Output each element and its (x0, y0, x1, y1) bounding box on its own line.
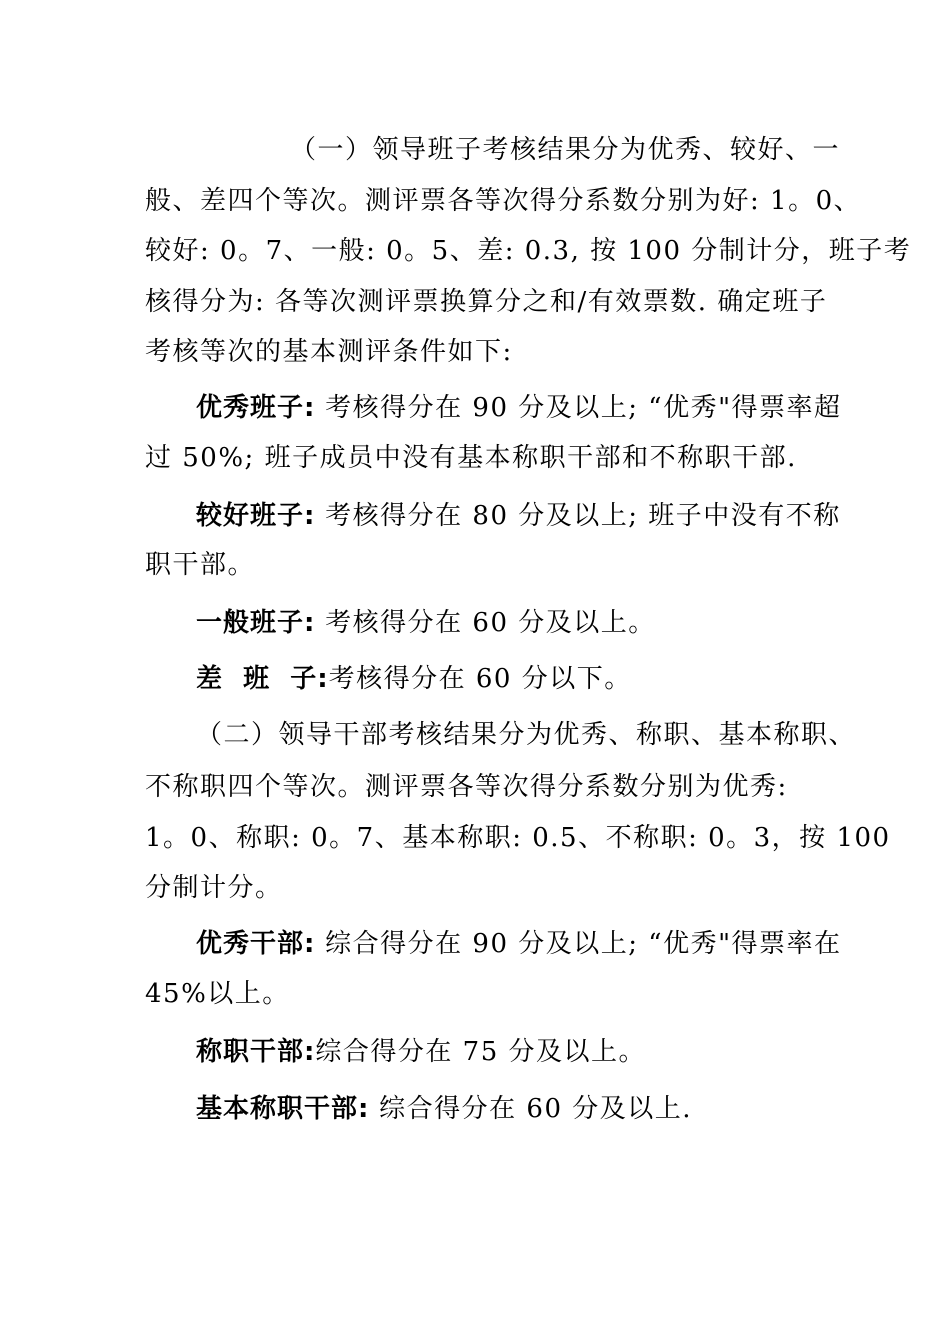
criterion-label: 较好班子: (196, 501, 316, 531)
section2-line-1: （二）领导干部考核结果分为优秀、称职、基本称职、 (196, 720, 857, 750)
section1-line-1: （一）领导班子考核结果分为优秀、较好、一 (290, 135, 841, 165)
criterion-text: 考核得分在 60 分以下。 (328, 664, 632, 694)
section1-line-5: 考核等次的基本测评条件如下: (145, 337, 513, 367)
criterion-label: 称职干部: (196, 1037, 316, 1067)
section2-line-2: 不称职四个等次。测评票各等次得分系数分别为优秀: (145, 772, 788, 802)
criterion-good-team (196, 499, 841, 533)
criterion-excellent-team-continuation: 过 50%; 班子成员中没有基本称职干部和不称职干部. (145, 443, 797, 473)
section1-line-4: 核得分为: 各等次测评票换算分之和/有效票数. 确定班子 (145, 287, 828, 317)
criterion-text: 考核得分在 60 分及以上。 (315, 608, 656, 638)
section1-line-3: 较好: 0。7、一般: 0。5、差: 0.3, 按 100 分制计分，班子考 (145, 236, 912, 266)
criterion-label: 优秀班子: (196, 393, 316, 423)
criterion-label: 差 班 子: (196, 664, 329, 694)
section2-line-3: 1。0、称职: 0。7、基本称职: 0.5、不称职: 0。3，按 100 (145, 823, 891, 853)
section1-line-2: 般、差四个等次。测评票各等次得分系数分别为好: 1。0、 (145, 186, 862, 216)
criterion-good-team-continuation: 职干部。 (145, 550, 256, 580)
criterion-text: 考核得分在 90 分及以上; “优秀"得票率超 (315, 393, 842, 423)
criterion-average-team (196, 606, 656, 640)
criterion-label: 一般班子: (196, 608, 316, 638)
criterion-excellent-team (196, 391, 842, 425)
criterion-text: 综合得分在 60 分及以上. (369, 1094, 693, 1124)
criterion-label: 优秀干部: (196, 929, 316, 959)
section2-line-4: 分制计分。 (145, 873, 283, 903)
criterion-text: 考核得分在 80 分及以上; 班子中没有不称 (315, 501, 841, 531)
criterion-text: 综合得分在 75 分及以上。 (315, 1037, 647, 1067)
criterion-basically-competent-cadre (196, 1092, 692, 1126)
criterion-poor-team (196, 662, 632, 696)
criterion-label: 基本称职干部: (196, 1094, 370, 1124)
criterion-competent-cadre (196, 1035, 646, 1069)
criterion-text: 综合得分在 90 分及以上; “优秀"得票率在 (315, 929, 842, 959)
criterion-excellent-cadre (196, 927, 842, 961)
criterion-excellent-cadre-continuation: 45%以上。 (145, 979, 290, 1009)
